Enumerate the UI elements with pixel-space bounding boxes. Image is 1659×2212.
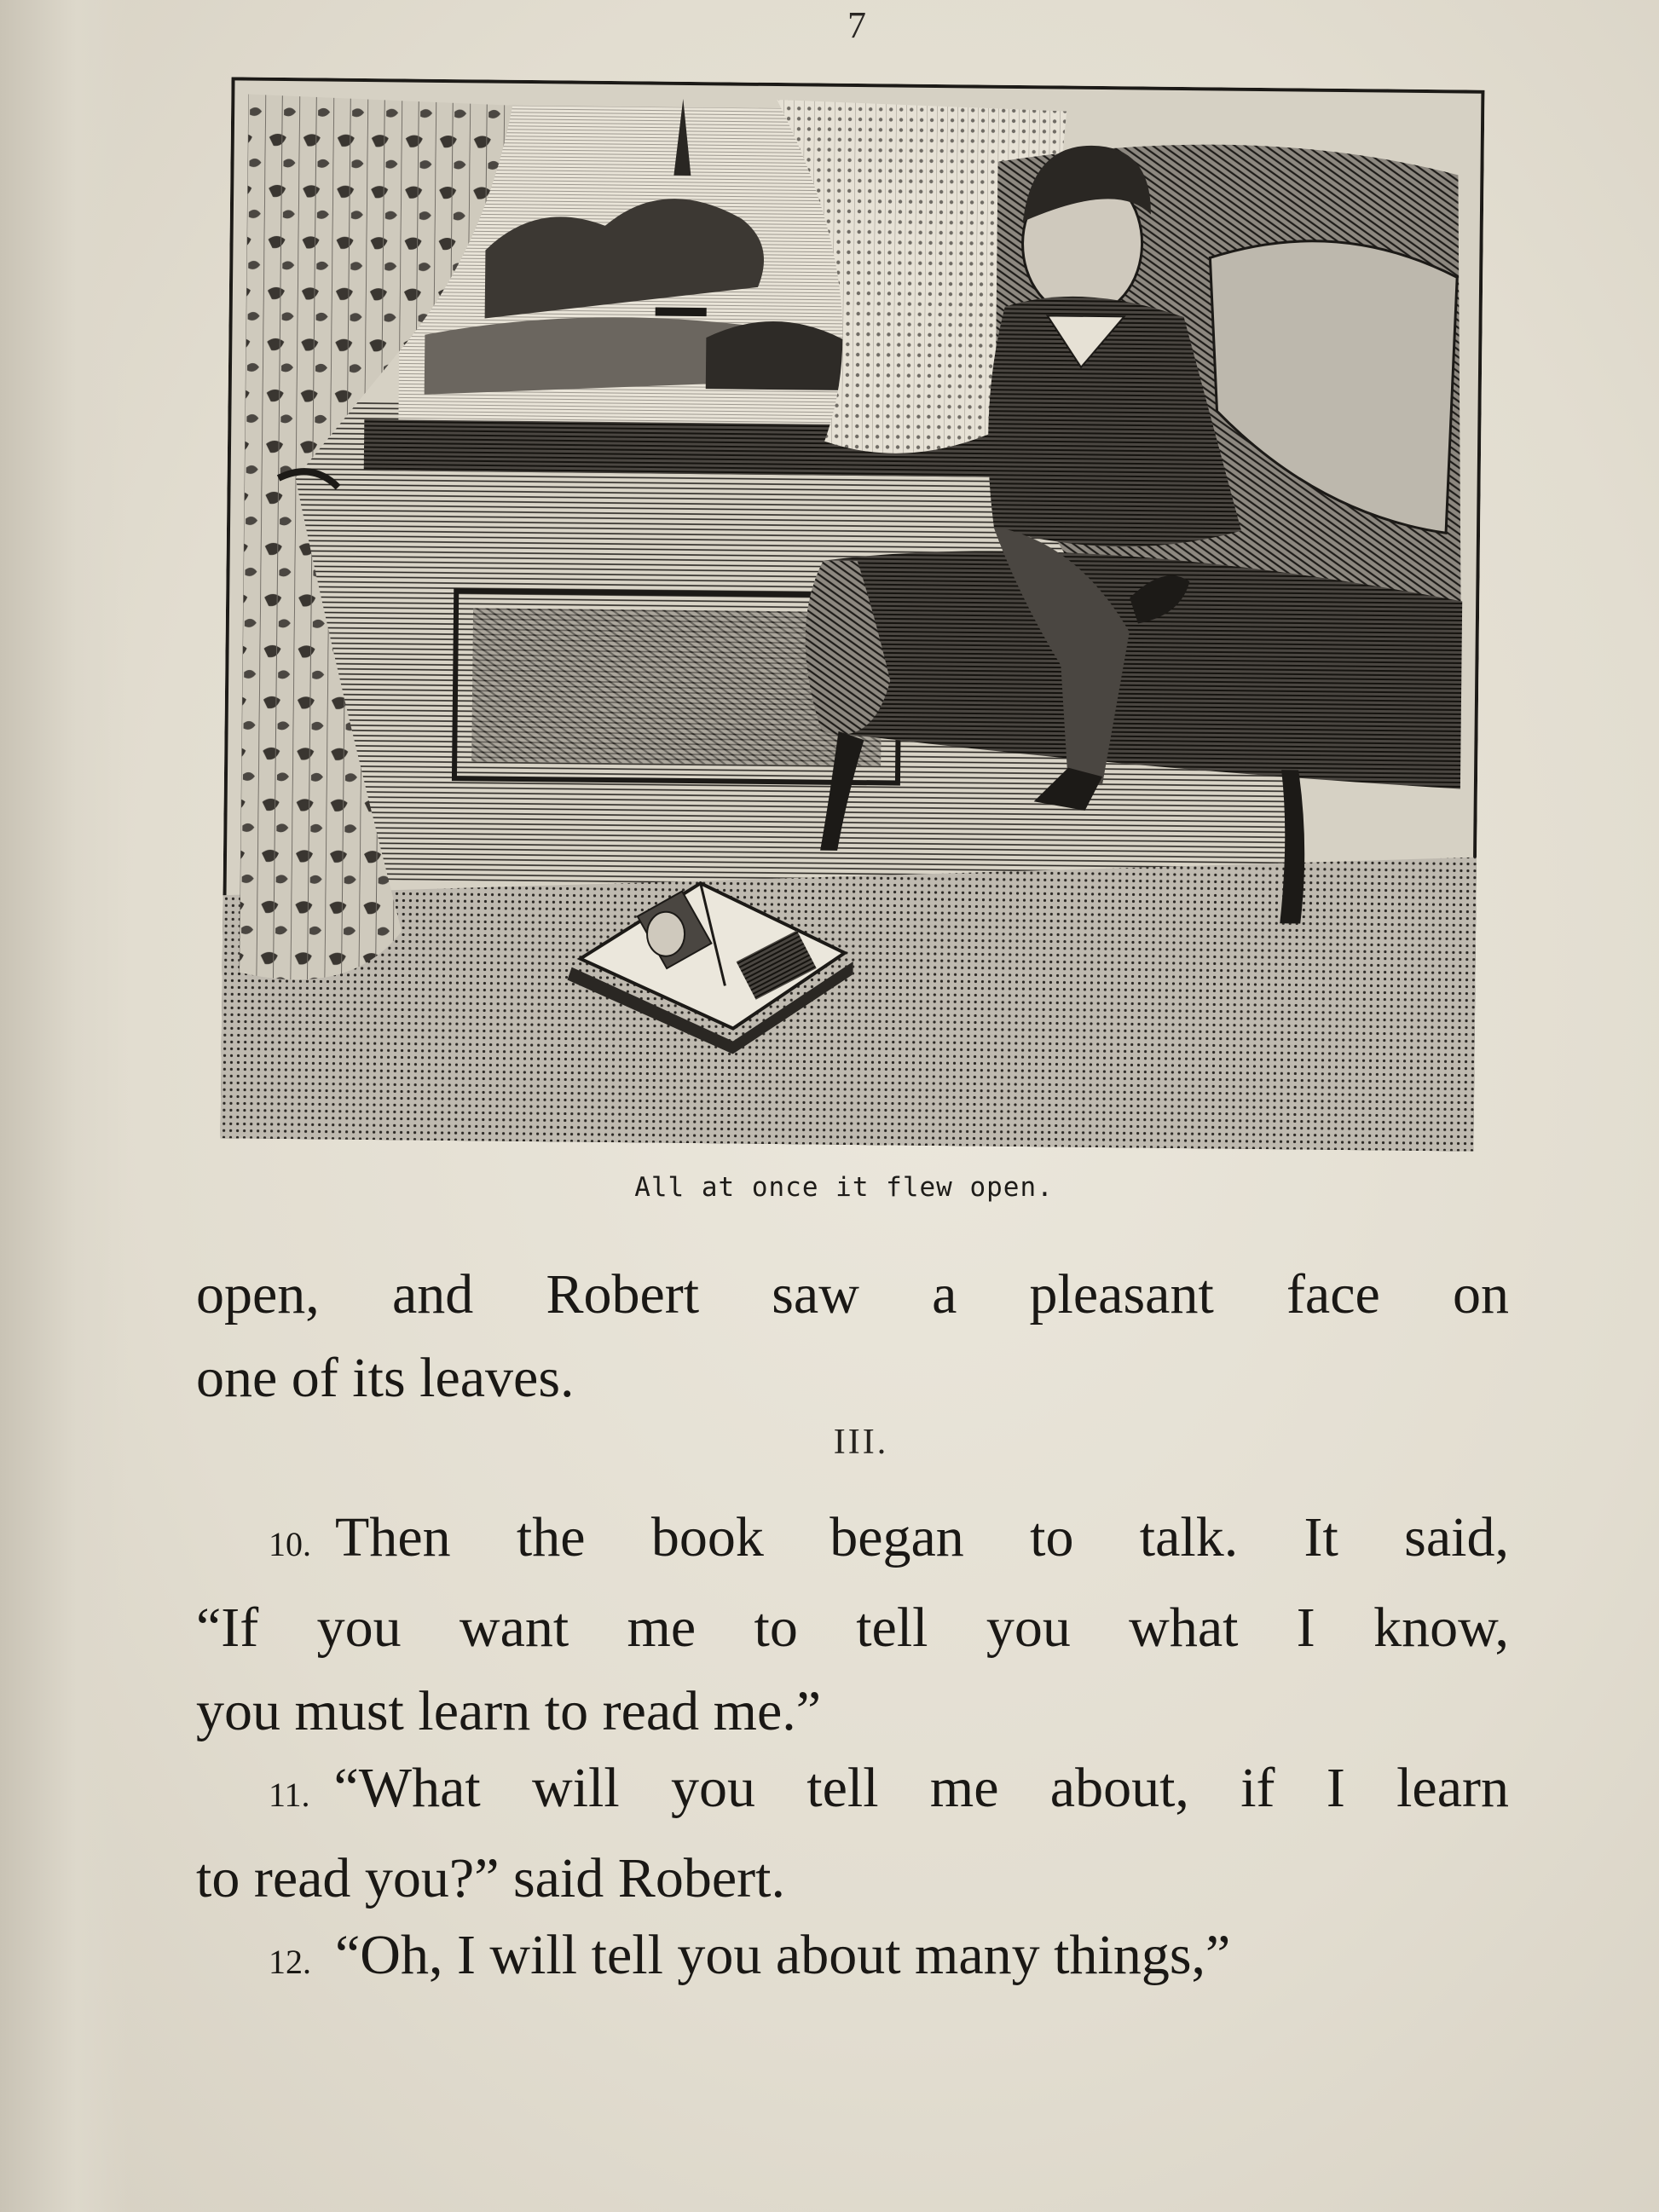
text-line [196,1496,1509,1586]
paragraph-11 [196,1747,1509,1920]
page-number: 7 [847,4,866,46]
paragraph-12 [196,1914,1509,2004]
page-gutter-shadow [0,0,128,2212]
text-line: one of its leaves. [196,1347,575,1409]
continued-paragraph [196,1253,1509,1420]
section-heading: III. [833,1423,889,1462]
illustration-caption: All at once it flew open. [634,1172,1054,1203]
paragraph-10 [196,1496,1509,1753]
text-line [196,1914,1509,2004]
text-line-content: Then the book began to talk. It said, [335,1506,1509,1568]
text-line: to read you?” said Robert. [196,1847,785,1909]
engraved-illustration [221,77,1485,1151]
text-line-content: “Oh, I will tell you about many things,” [335,1924,1231,1986]
text-line [196,1747,1509,1837]
text-line-content: “What will you tell me about, if I learn [333,1757,1509,1819]
text-line: open, and Robert saw a pleasant face on [196,1263,1509,1325]
text-line: you must learn to read me.” [196,1680,822,1742]
paragraph-number: 10. [269,1525,311,1563]
illustration-drawing [221,77,1485,1151]
text-line: “If you want me to tell you what I know, [196,1597,1509,1659]
paragraph-number: 11. [269,1776,310,1814]
paragraph-number: 12. [269,1943,311,1981]
